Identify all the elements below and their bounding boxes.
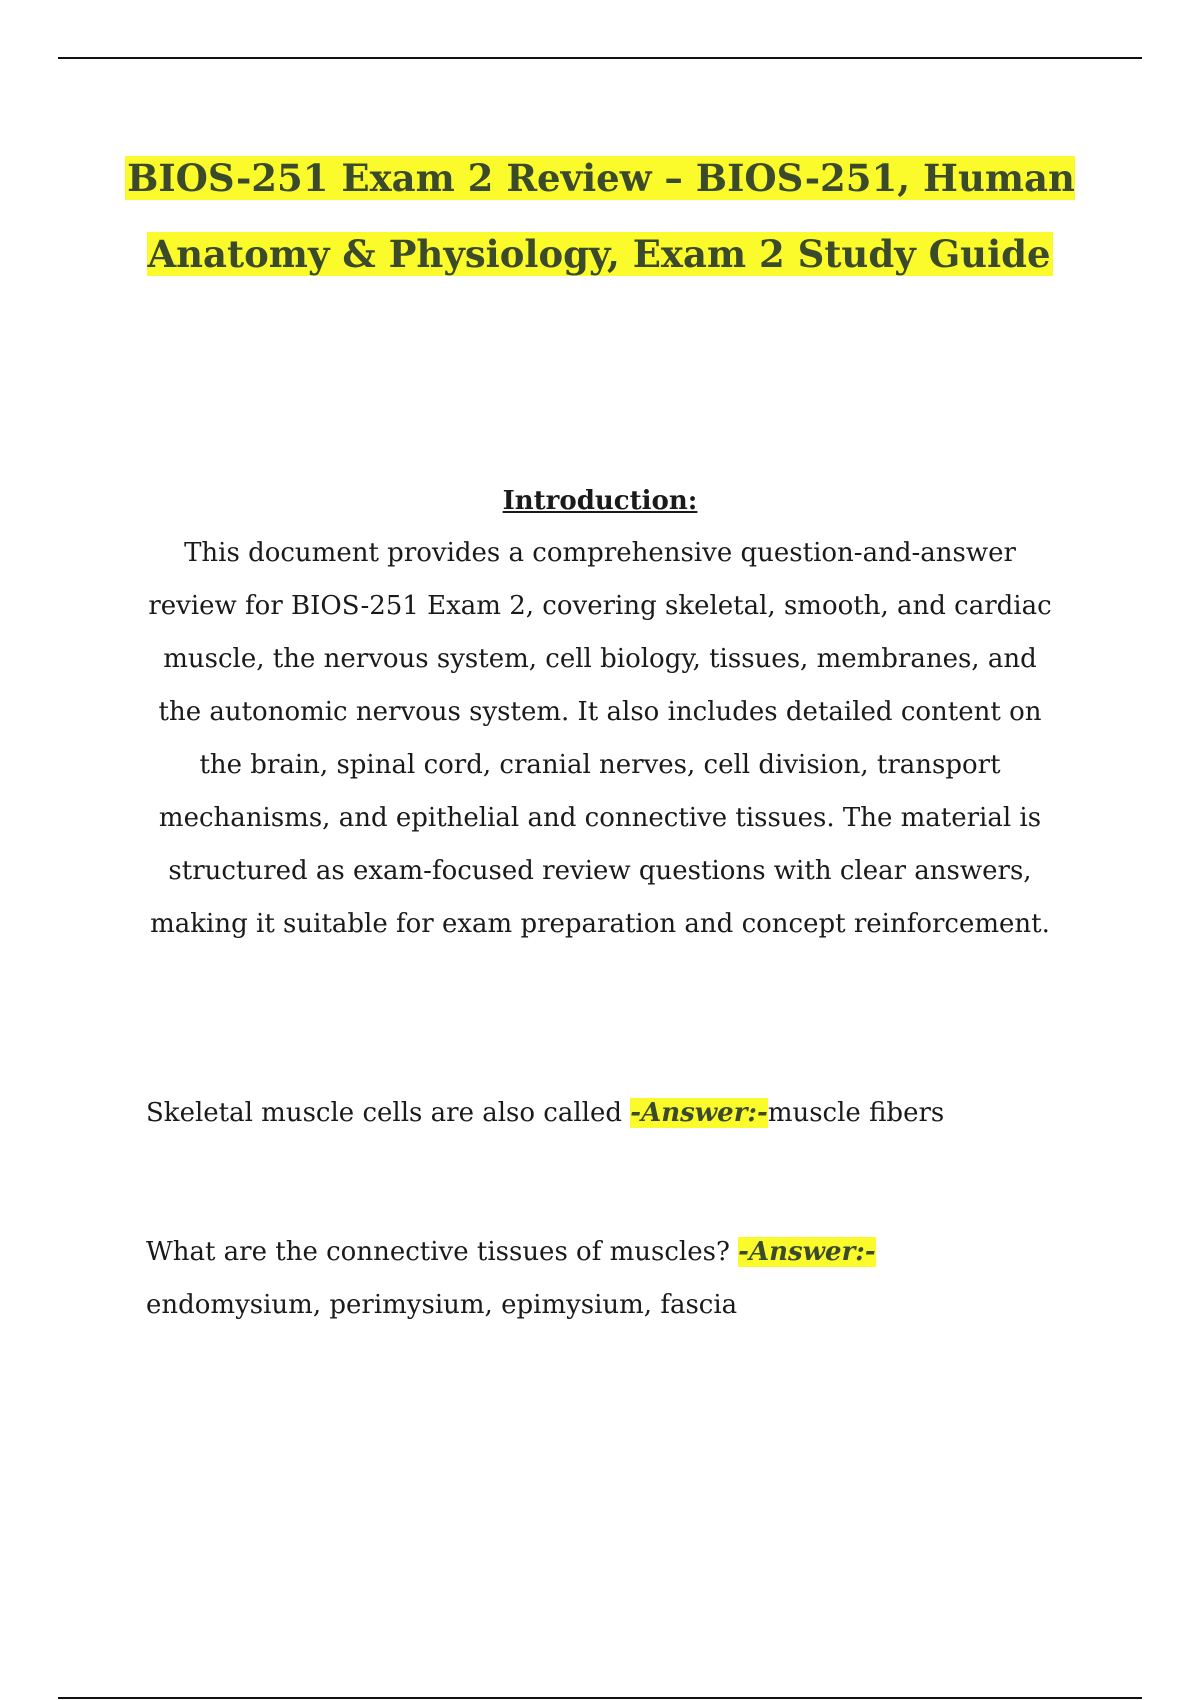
answer-label: -Answer:- xyxy=(630,1098,768,1128)
qa-item xyxy=(146,1087,1056,1140)
answer-text: endomysium, perimysium, epimysium, fascia xyxy=(146,1290,738,1320)
question-text: What are the connective tissues of muscles? xyxy=(146,1237,739,1267)
document-title xyxy=(120,140,1080,292)
introduction-paragraph: This document provides a comprehensive question-and-answer review for BIOS-251 Exam 2, covering skeletal, smooth, and cardiac muscle, the nervous system, cell biology, tissues, membranes, and the autonomic nervous system. It also includes detailed content on the brain, spinal cord, cranial nerves, cell division, transport mechanisms, and epithelial and connective tissues. The material is structured as exam-focused review questions with clear answers, making it suitable for exam preparation and concept reinforcement. xyxy=(148,538,1052,939)
qa-item xyxy=(146,1226,1056,1332)
question-text: Skeletal muscle cells are also called xyxy=(146,1098,631,1128)
answer-text: muscle fibers xyxy=(767,1098,945,1128)
document-title-text: BIOS-251 Exam 2 Review – BIOS-251, Human Anatomy & Physiology, Exam 2 Study Guide xyxy=(127,156,1075,276)
answer-label: -Answer:- xyxy=(738,1237,876,1267)
bottom-horizontal-rule xyxy=(58,1697,1142,1699)
top-horizontal-rule xyxy=(58,57,1142,59)
introduction-heading: Introduction: xyxy=(502,486,698,516)
